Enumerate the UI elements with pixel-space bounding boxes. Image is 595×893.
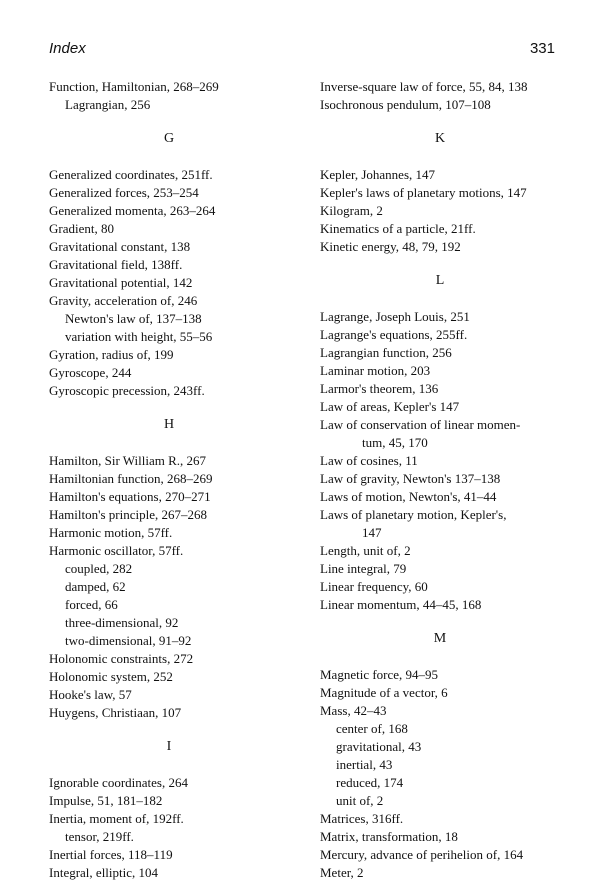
index-subentry: center of, 168 [336, 721, 408, 736]
index-entry: Gyroscopic precession, 243ff. [49, 383, 205, 398]
index-entry: Gradient, 80 [49, 221, 114, 236]
index-subentry: Lagrangian, 256 [65, 97, 151, 112]
section-letter-g: G [163, 131, 175, 146]
index-entry: Gravitational potential, 142 [49, 275, 193, 290]
index-entry: Kepler, Johannes, 147 [320, 167, 436, 182]
index-subentry: variation with height, 55–56 [65, 329, 213, 344]
section-letter-l: L [435, 273, 445, 288]
index-entry: Length, unit of, 2 [320, 543, 411, 558]
index-entry: Law of areas, Kepler's 147 [320, 399, 460, 414]
index-entry: Harmonic motion, 57ff. [49, 525, 173, 540]
index-entry: Larmor's theorem, 136 [320, 381, 439, 396]
index-subentry: coupled, 282 [65, 561, 133, 576]
section-letter-k: K [434, 131, 446, 146]
index-continuation: 147 [362, 525, 382, 540]
index-entry: Generalized forces, 253–254 [49, 185, 199, 200]
index-entry: Magnetic force, 94–95 [320, 667, 439, 682]
page-number: 331 [529, 40, 555, 57]
section-letter-m: M [433, 631, 447, 646]
index-subentry: reduced, 174 [336, 775, 404, 790]
index-subentry: forced, 66 [65, 597, 118, 612]
index-entry: Law of gravity, Newton's 137–138 [320, 471, 501, 486]
index-subentry: two-dimensional, 91–92 [65, 633, 192, 648]
index-entry: Generalized coordinates, 251ff. [49, 167, 213, 182]
index-column-right [320, 78, 560, 882]
index-entry: Kepler's laws of planetary motions, 147 [320, 185, 527, 200]
index-entry: Hamilton, Sir William R., 267 [49, 453, 207, 468]
index-entry: Hamilton's principle, 267–268 [49, 507, 207, 522]
index-entry: Matrices, 316ff. [320, 811, 404, 826]
index-entry: Gyration, radius of, 199 [49, 347, 174, 362]
index-entry: Inertia, moment of, 192ff. [49, 811, 184, 826]
index-subentry: inertial, 43 [336, 757, 393, 772]
index-entry: Function, Hamiltonian, 268–269 [49, 79, 219, 94]
index-entry: Holonomic constraints, 272 [49, 651, 194, 666]
index-entry: Laws of motion, Newton's, 41–44 [320, 489, 497, 504]
index-entry: Gravity, acceleration of, 246 [49, 293, 198, 308]
index-entry: Kinetic energy, 48, 79, 192 [320, 239, 461, 254]
index-entry: Hamiltonian function, 268–269 [49, 471, 213, 486]
index-entry: Mercury, advance of perihelion of, 164 [320, 847, 524, 862]
index-entry: Law of cosines, 11 [320, 453, 418, 468]
index-entry: Gravitational constant, 138 [49, 239, 191, 254]
index-entry: Huygens, Christiaan, 107 [49, 705, 182, 720]
running-head: Index [49, 40, 86, 57]
index-subentry: Newton's law of, 137–138 [65, 311, 202, 326]
index-entry: Laws of planetary motion, Kepler's, [320, 507, 507, 522]
index-subentry: damped, 62 [65, 579, 126, 594]
index-entry: Matrix, transformation, 18 [320, 829, 458, 844]
index-entry: Holonomic system, 252 [49, 669, 173, 684]
index-entry: Law of conservation of linear momen- [320, 417, 521, 432]
index-entry: Laminar motion, 203 [320, 363, 431, 378]
index-entry: Ignorable coordinates, 264 [49, 775, 188, 790]
index-entry: Hooke's law, 57 [49, 687, 132, 702]
index-column-left [49, 78, 289, 882]
index-entry: Gyroscope, 244 [49, 365, 132, 380]
index-subentry: unit of, 2 [336, 793, 384, 808]
index-entry: Magnitude of a vector, 6 [320, 685, 448, 700]
index-subentry: three-dimensional, 92 [65, 615, 179, 630]
index-entry: Meter, 2 [320, 865, 364, 880]
index-entry: Mass, 42–43 [320, 703, 387, 718]
index-entry: Lagrange, Joseph Louis, 251 [320, 309, 470, 324]
index-entry: Integral, elliptic, 104 [49, 865, 159, 880]
index-entry: Kilogram, 2 [320, 203, 383, 218]
index-entry: Lagrangian function, 256 [320, 345, 452, 360]
index-entry: Generalized momenta, 263–264 [49, 203, 216, 218]
index-entry: Line integral, 79 [320, 561, 407, 576]
index-entry: Linear frequency, 60 [320, 579, 428, 594]
index-entry: Hamilton's equations, 270–271 [49, 489, 211, 504]
index-entry: Gravitational field, 138ff. [49, 257, 183, 272]
index-entry: Harmonic oscillator, 57ff. [49, 543, 184, 558]
index-entry: Inertial forces, 118–119 [49, 847, 173, 862]
index-continuation: tum, 45, 170 [362, 435, 428, 450]
index-entry: Kinematics of a particle, 21ff. [320, 221, 476, 236]
index-subentry: tensor, 219ff. [65, 829, 134, 844]
section-letter-i: I [166, 739, 172, 754]
page-header [49, 40, 555, 60]
index-subentry: gravitational, 43 [336, 739, 422, 754]
index-entry: Isochronous pendulum, 107–108 [320, 97, 491, 112]
index-entry: Linear momentum, 44–45, 168 [320, 597, 482, 612]
index-entry: Inverse-square law of force, 55, 84, 138 [320, 79, 528, 94]
index-entry: Impulse, 51, 181–182 [49, 793, 163, 808]
section-letter-h: H [163, 417, 175, 432]
index-entry: Lagrange's equations, 255ff. [320, 327, 468, 342]
